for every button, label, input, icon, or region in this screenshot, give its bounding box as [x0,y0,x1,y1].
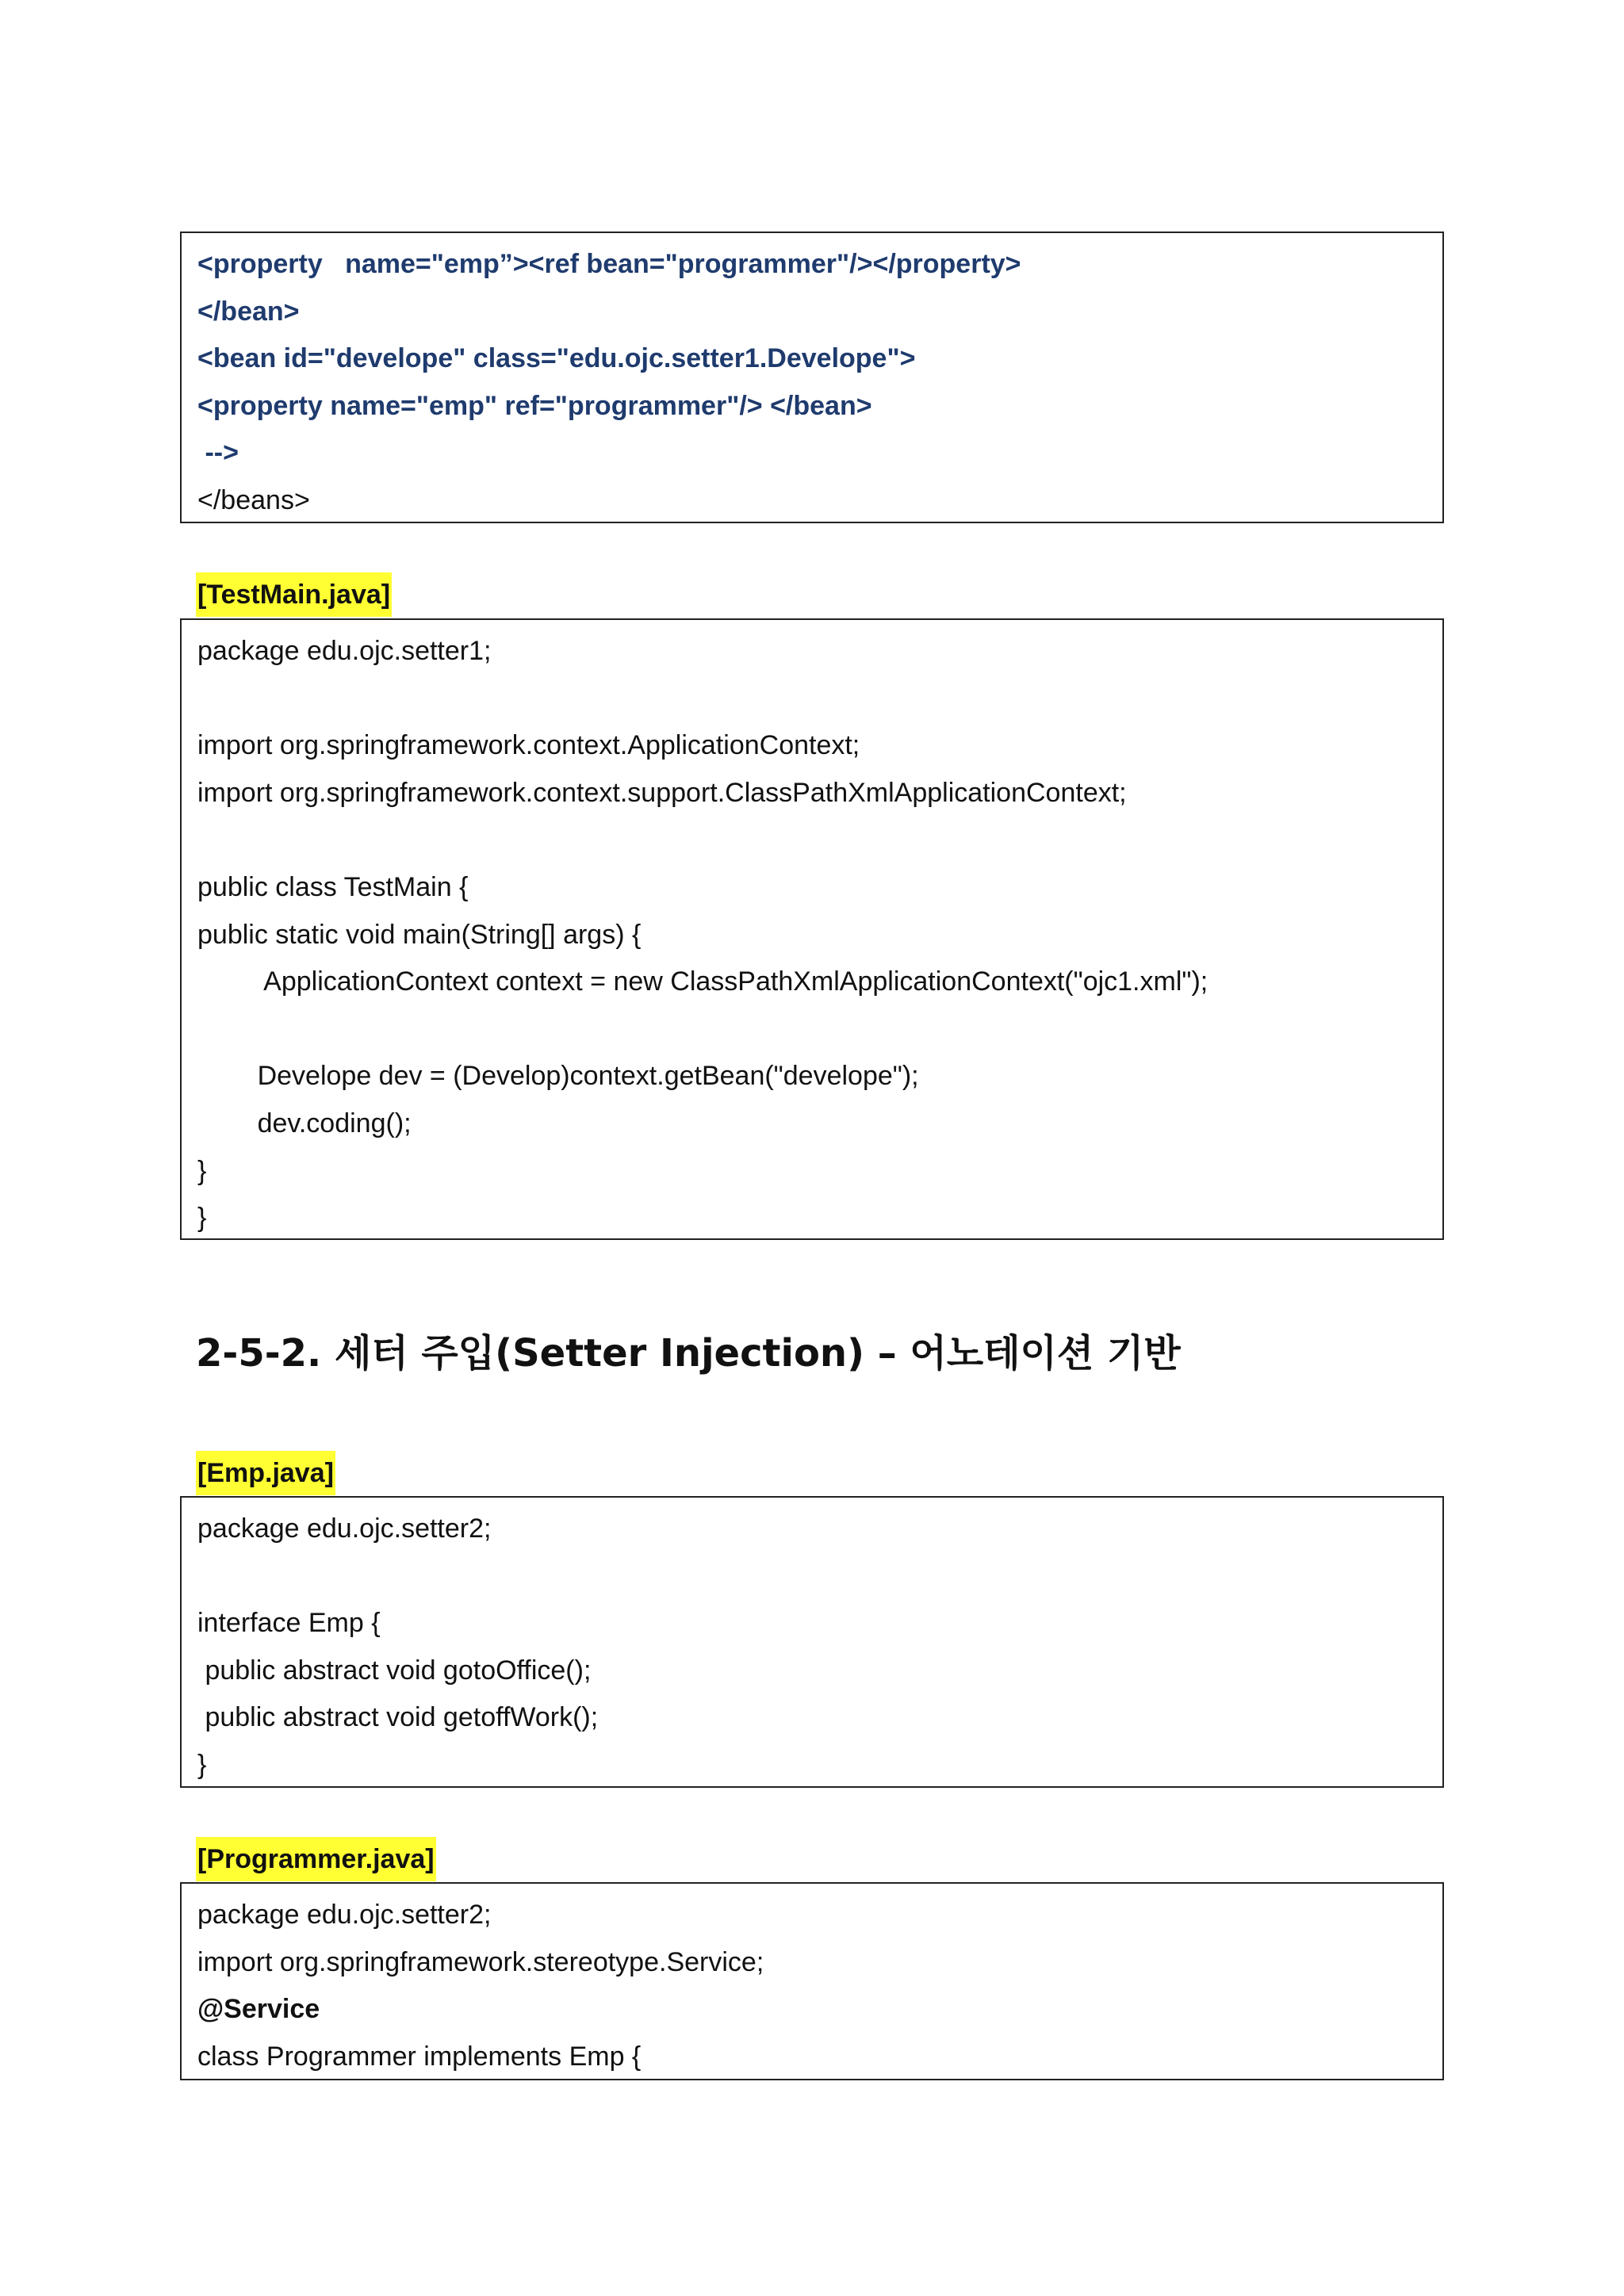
code-line: import org.springframework.context.support.ClassPathXmlApplicationContext; [197,777,1127,808]
code-line: class Programmer implements Emp { [197,2041,642,2072]
code-line: <property name="emp" ref="programmer"/> </bean> [197,390,872,421]
code-line: </beans> [197,484,310,515]
code-line: ApplicationContext context = new ClassPathXmlApplicationContext("ojc1.xml"); [197,966,1208,997]
code-line: public abstract void gotoOffice(); [197,1655,592,1686]
code-line: <bean id="develope" class="edu.ojc.setter1.Develope"> [197,343,916,374]
code-line: } [197,1749,207,1780]
emp-code-block [180,1496,1444,1788]
code-line: package edu.ojc.setter2; [197,1900,492,1930]
code-line: } [197,1203,207,1234]
code-line: public abstract void getoffWork(); [197,1702,599,1733]
code-line: import org.springframework.stereotype.Service; [197,1946,764,1977]
programmer-code-block [180,1882,1444,2080]
section-heading: 2-5-2. 세터 주입(Setter Injection) – 어노테이션 기반 [196,1331,1181,1376]
code-line: public static void main(String[] args) { [197,919,642,950]
code-line [197,817,1442,864]
code-line [197,675,1442,723]
code-line: <property name="emp”><ref bean="programmer"/></property> [197,249,1021,279]
code-line: import org.springframework.context.ApplicationContext; [197,730,860,761]
testmain-code-block [180,618,1444,1240]
code-line: } [197,1155,207,1186]
code-line: package edu.ojc.setter1; [197,636,492,666]
code-line: interface Emp { [197,1608,381,1639]
code-line: --> [197,438,239,469]
code-line: </bean> [197,296,300,327]
file-label-programmer: [Programmer.java] [196,1837,436,1881]
file-label-emp: [Emp.java] [196,1451,335,1495]
file-label-testmain: [TestMain.java] [196,572,392,617]
code-line: public class TestMain { [197,871,469,902]
code-line-annotation: @Service [197,1994,320,2025]
code-line: package edu.ojc.setter2; [197,1513,492,1544]
code-line [197,1553,1442,1601]
code-line: dev.coding(); [197,1108,412,1138]
code-line: Develope dev = (Develop)context.getBean("develope"); [197,1061,919,1092]
xml-code-block [180,232,1444,523]
code-line [197,1006,1442,1054]
